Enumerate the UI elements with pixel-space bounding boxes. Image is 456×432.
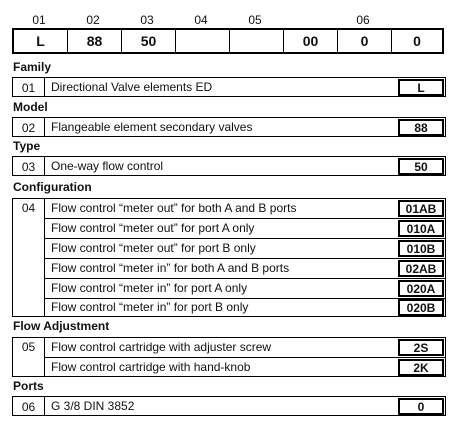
code-cell: 0: [338, 30, 392, 52]
section-title-configuration: Configuration: [13, 180, 92, 194]
position-number: 02: [86, 13, 100, 27]
position-number: 01: [32, 13, 46, 27]
option-code: 0: [398, 398, 444, 415]
option-row: [45, 199, 445, 218]
option-row: [45, 338, 445, 357]
position-number: 06: [356, 13, 370, 27]
section-title-ports: Ports: [13, 379, 44, 393]
position-number: 04: [194, 13, 208, 27]
code-cell: 88: [68, 30, 122, 52]
section-title-type: Type: [13, 139, 41, 153]
model-group: [12, 117, 446, 137]
option-code: 02AB: [398, 260, 444, 277]
option-description: Flow control “meter out” for port A only: [51, 221, 255, 235]
code-cell: 50: [122, 30, 176, 52]
section-number-column: [13, 199, 45, 316]
configuration-group: [12, 198, 446, 317]
section-number-column: [13, 338, 45, 376]
option-description: Flow control cartridge with adjuster screw: [51, 340, 272, 354]
section-number: 02: [13, 118, 45, 137]
code-cell: 00: [284, 30, 338, 52]
section-number: 05: [21, 340, 36, 354]
code-cell: 0: [413, 33, 421, 49]
code-cell: L: [14, 30, 68, 52]
option-code: L: [398, 79, 444, 96]
section-number: 04: [21, 201, 36, 215]
section-number: 01: [13, 78, 45, 97]
section-number: 03: [13, 157, 45, 176]
option-row: [45, 298, 445, 317]
ports-group: [12, 396, 446, 416]
flow-adjustment-group: [12, 337, 446, 377]
option-row: [45, 259, 445, 278]
option-code: 010A: [398, 220, 444, 237]
option-row: [45, 118, 445, 137]
section-number: 06: [13, 397, 45, 416]
option-row: [45, 78, 445, 97]
ordering-code-bar: [12, 28, 444, 54]
option-description: One-way flow control: [51, 159, 164, 173]
position-number: 05: [248, 13, 262, 27]
option-code: 2K: [398, 359, 444, 376]
position-number: 03: [140, 13, 154, 27]
option-code: 020A: [398, 280, 444, 297]
option-code: 020B: [398, 299, 444, 316]
option-description: Flangeable element secondary valves: [51, 120, 253, 134]
option-description: Flow control “meter in” for port B only: [51, 300, 249, 314]
option-description: Directional Valve elements ED: [51, 80, 213, 94]
code-position-numbers: [0, 13, 456, 27]
option-code: 01AB: [398, 200, 444, 217]
option-description: Flow control “meter out” for port B only: [51, 241, 256, 255]
type-group: [12, 156, 446, 176]
option-row: [45, 358, 445, 377]
option-description: G 3/8 DIN 3852: [51, 399, 135, 413]
option-row: [45, 219, 445, 238]
option-row: [45, 397, 445, 416]
section-title-family: Family: [13, 60, 52, 74]
option-row: [45, 279, 445, 298]
option-code: 010B: [398, 240, 444, 257]
section-title-model: Model: [13, 100, 48, 114]
option-code: 50: [398, 158, 444, 175]
option-description: Flow control “meter in” for port A only: [51, 281, 248, 295]
option-code: 88: [398, 119, 444, 136]
option-code: 2S: [398, 339, 444, 356]
option-description: Flow control “meter in” for both A and B ports: [51, 261, 290, 275]
section-title-flow-adjustment: Flow Adjustment: [13, 319, 110, 333]
family-group: [12, 77, 446, 97]
option-description: Flow control cartridge with hand-knob: [51, 360, 251, 374]
option-description: Flow control “meter out” for both A and B ports: [51, 201, 297, 215]
code-cell: [230, 30, 284, 52]
option-row: [45, 157, 445, 176]
option-row: [45, 239, 445, 258]
code-cell: [176, 30, 230, 52]
